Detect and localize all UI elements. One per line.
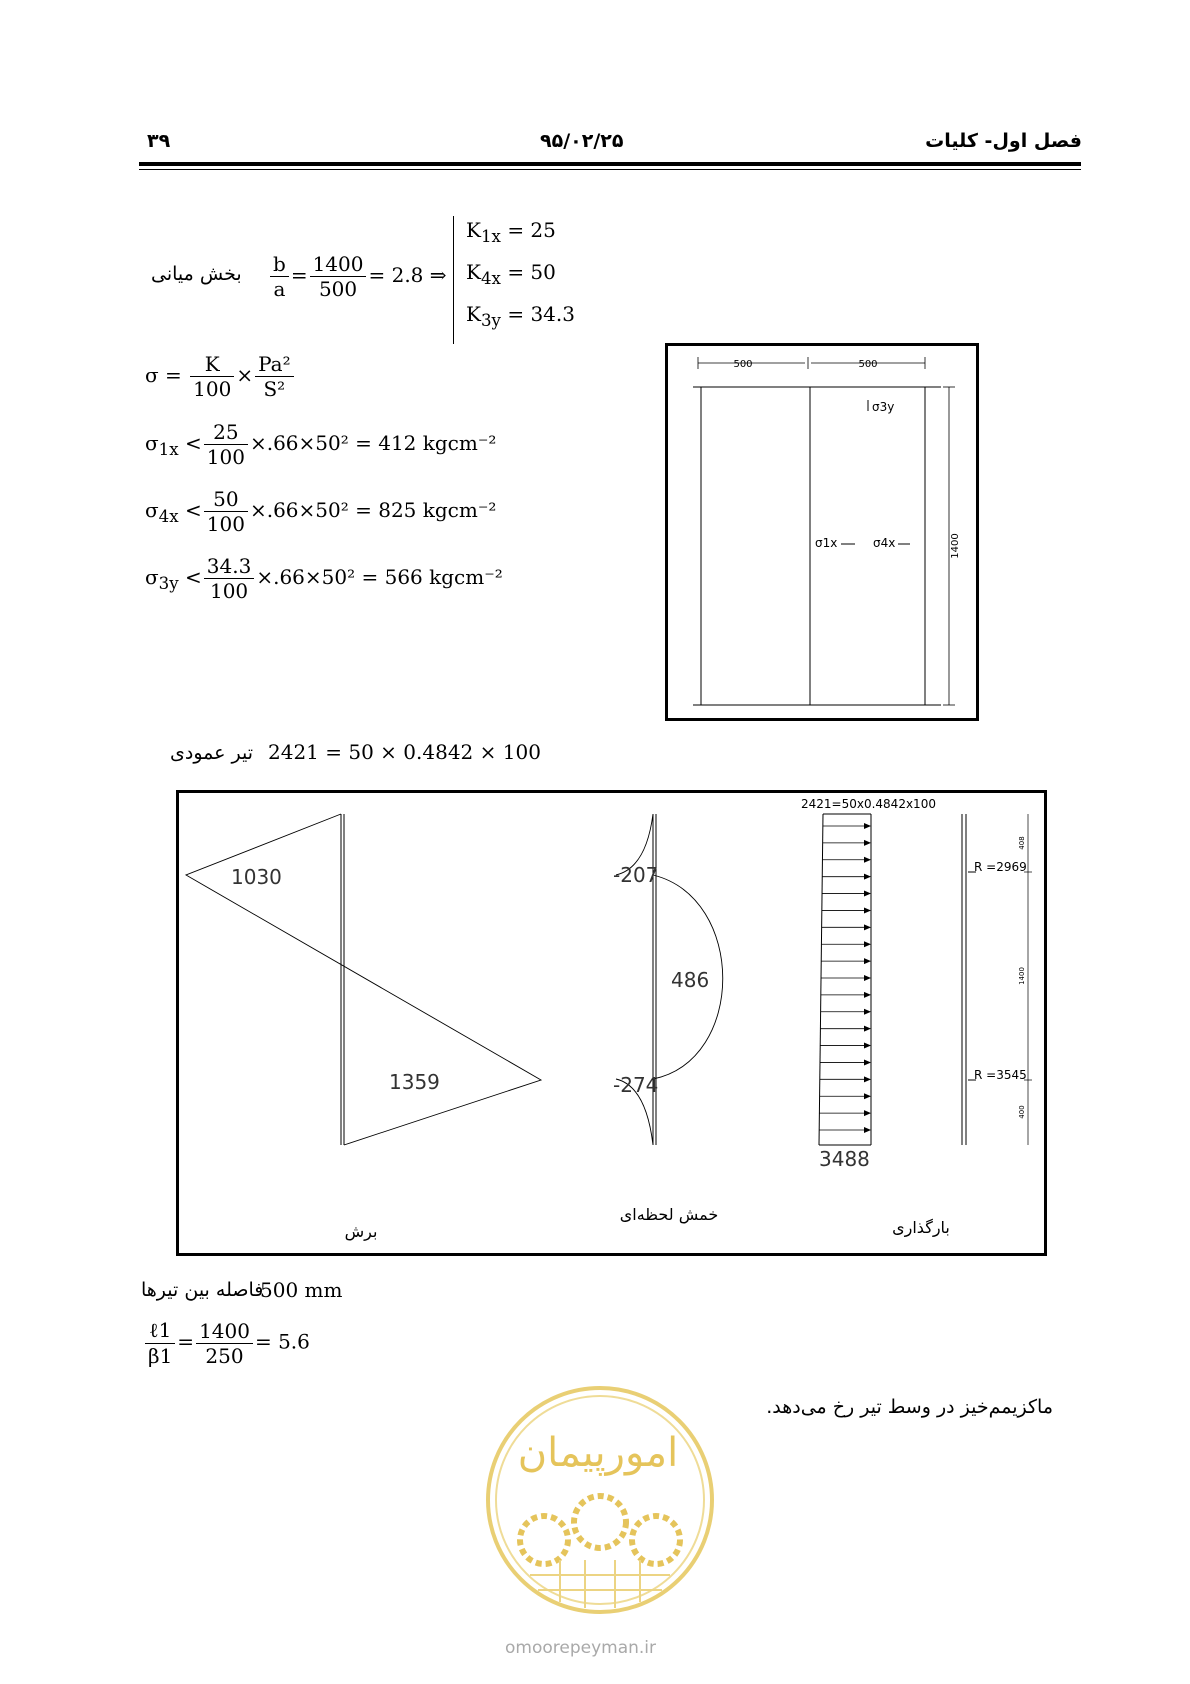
load-arrow-head: [864, 1127, 871, 1133]
load-bottom-value: 3488: [819, 1147, 870, 1171]
caption-moment: خمش لحظه‌ای: [619, 1205, 719, 1224]
ell-sym: ℓ1: [145, 1318, 175, 1344]
caption-shear: برش: [344, 1222, 378, 1241]
load-arrow-head: [864, 924, 871, 930]
k-sub: 3y: [480, 311, 501, 330]
section-label: بخش میانی: [151, 263, 242, 285]
coeff-bar: [453, 216, 454, 344]
reaction-top: R =2969: [974, 860, 1027, 874]
load-arrow-head: [864, 891, 871, 897]
k-val: = 34.3: [507, 302, 575, 326]
coeff-k3y: [466, 302, 575, 330]
watermark-logo-text: امورپیمان: [517, 1430, 679, 1476]
p-num: Pa²: [255, 352, 294, 377]
reaction-bottom: R =3545: [974, 1068, 1027, 1082]
moment-mid-value: 486: [671, 968, 710, 992]
load-arrow-head: [864, 857, 871, 863]
stress-row-1x: $\sigma_{1x}$ < $\frac{25}{100}$ ×.66×50² = 412 kgcm⁻²: [145, 420, 497, 469]
k-sym: K: [466, 302, 481, 326]
watermark-url: omoorepeyman.ir: [505, 1638, 657, 1658]
moment-bottom-value: -274: [613, 1073, 659, 1097]
b-sym: b: [270, 252, 289, 277]
dim-right: 500: [858, 359, 878, 370]
load-arrow-head: [864, 958, 871, 964]
ratio-result: = 2.8 ⇒: [368, 263, 447, 287]
chapter-title: فصل اول- کلیات: [925, 130, 1082, 152]
dim-bottom: 400: [1018, 1105, 1026, 1119]
k-num: K: [190, 352, 234, 377]
caption-load: بارگذاری: [892, 1218, 950, 1237]
sigma-sub: 1x: [158, 440, 179, 459]
load-arrow-head: [864, 1009, 871, 1015]
k-val: = 50: [507, 260, 556, 284]
coeff-k1x: [466, 218, 556, 246]
a-sym: a: [273, 277, 286, 301]
sigma-lhs: σ =: [145, 363, 182, 387]
load-arrow-head: [864, 941, 871, 947]
shear-top-value: 1030: [231, 865, 282, 889]
load-arrow-head: [864, 1110, 871, 1116]
k-sym: K: [466, 260, 481, 284]
sigma-sub: 3y: [158, 574, 179, 593]
stress-rest: ×.66×50² = 566 kgcm⁻²: [256, 565, 503, 589]
stress-row-4x: $\sigma_{4x}$ < $\frac{50}{100}$ ×.66×50² = 825 kgcm⁻²: [145, 487, 497, 536]
dim-top: 408: [1018, 836, 1026, 850]
header-rule-thin: [139, 169, 1081, 170]
sigma-4x-label: σ4x: [873, 536, 896, 550]
k-sym: K: [466, 218, 481, 242]
frac-num: 34.3: [204, 554, 255, 579]
ratio-l-result: = 5.6: [254, 1329, 310, 1354]
load-arrow-head: [864, 1076, 871, 1082]
dim-mid: 1400: [1018, 967, 1026, 985]
sigma-sym: σ: [145, 431, 159, 455]
frac-num: 25: [204, 420, 248, 445]
beam-diagrams: [176, 790, 1048, 1256]
page-number: ۳۹: [147, 130, 171, 152]
sigma-sub: 4x: [158, 507, 179, 526]
stress-rest: ×.66×50² = 825 kgcm⁻²: [249, 498, 497, 522]
load-arrows: [819, 823, 871, 1133]
frac-num: 50: [204, 487, 248, 512]
ratio-l-beta: $\frac{\text{ℓ1}}{\beta 1}$ = $\frac{1400}{250}$ = 5.6: [143, 1318, 310, 1368]
moment-top-value: -207: [613, 863, 659, 887]
panel-drawing: [665, 343, 980, 723]
load-top-label: 2421=50x0.4842x100: [801, 797, 936, 811]
frac-den: 100: [206, 445, 245, 469]
ratio-num: 1400: [310, 252, 367, 277]
shear-bottom-value: 1359: [389, 1070, 440, 1094]
load-arrow-head: [864, 823, 871, 829]
coeff-k4x: [466, 260, 556, 288]
k-val: = 25: [507, 218, 556, 242]
frac-den: 100: [209, 579, 249, 603]
load-arrow-head: [864, 907, 871, 913]
stress-formula: σ = $\frac{K}{100}$ × $\frac{\text{Pa²}}{\text{S²}}$: [145, 352, 296, 401]
header-date: ۹۵/۰۲/۲۵: [540, 130, 624, 152]
sigma-sym: σ: [145, 498, 159, 522]
load-arrow-head: [864, 840, 871, 846]
k-sub: 1x: [480, 227, 501, 246]
k-sub: 4x: [480, 269, 501, 288]
p-den: S²: [263, 377, 286, 401]
deflection-note: ماکزیمم‌خیز در وسط تیر رخ می‌دهد.: [766, 1396, 1053, 1418]
ratio-b-a: $\frac{b}{a}$ = $\frac{1400}{500}$ = 2.8 ⇒: [268, 252, 447, 301]
ratio-l-den: 250: [205, 1343, 244, 1368]
load-arrow-head: [864, 874, 871, 880]
beta-sym: β1: [148, 1344, 173, 1368]
k-den: 100: [193, 377, 232, 401]
load-arrow-head: [864, 1093, 871, 1099]
header-rule-thick: [139, 162, 1081, 166]
watermark-logo: [480, 1380, 720, 1620]
load-arrow-head: [864, 1026, 871, 1032]
ratio-den: 500: [318, 277, 358, 301]
sigma-sym: σ: [145, 565, 159, 589]
dim-height: 1400: [950, 533, 961, 559]
load-arrow-head: [864, 975, 871, 981]
dim-left: 500: [733, 359, 753, 370]
beam-label: تیر عمودی: [170, 742, 254, 764]
load-arrow-head: [864, 1043, 871, 1049]
beam-formula: 2421 = 50 × 0.4842 × 100: [268, 740, 541, 764]
frac-den: 100: [206, 512, 245, 536]
stress-row-3y: $\sigma_{3y}$ < $\frac{34.3}{100}$ ×.66×50² = 566 kgcm⁻²: [145, 554, 503, 603]
stress-rest: ×.66×50² = 412 kgcm⁻²: [249, 431, 497, 455]
sigma-1x-label: σ1x: [815, 536, 838, 550]
spacing-value: 500 mm: [260, 1278, 343, 1302]
sigma-3y-label: σ3y: [872, 400, 895, 414]
spacing-label: فاصله بین تیرها: [141, 1279, 264, 1301]
load-arrow-head: [864, 992, 871, 998]
load-arrow-head: [864, 1059, 871, 1065]
ratio-l-num: 1400: [196, 1319, 253, 1344]
